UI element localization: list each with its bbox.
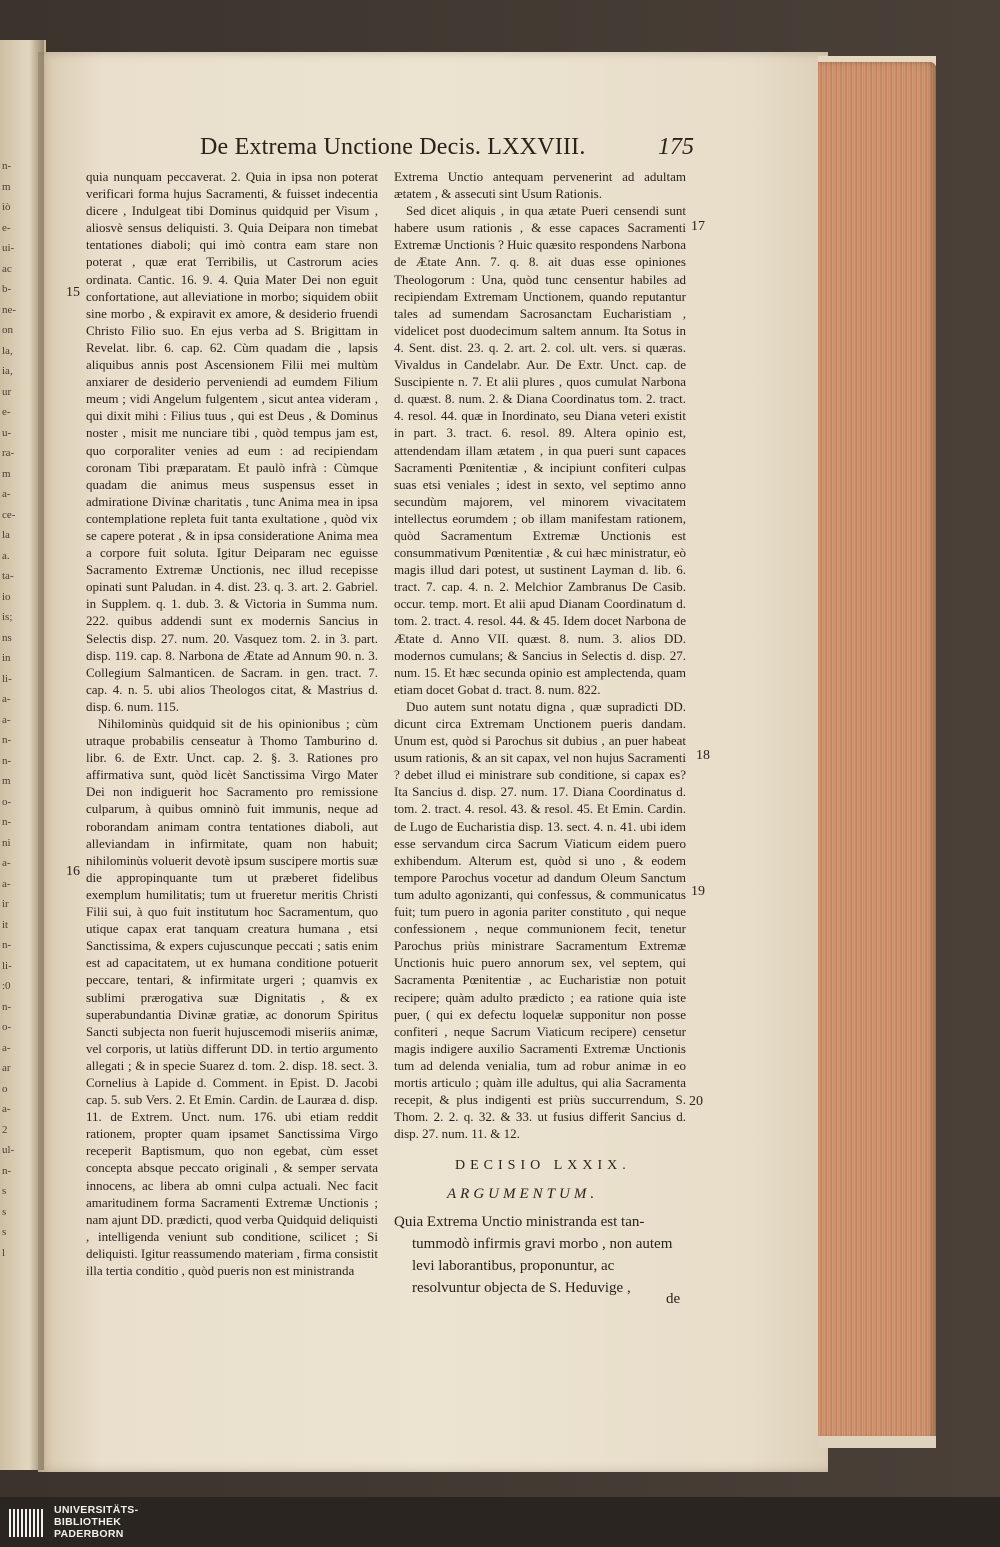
left-page-fragment: on — [2, 324, 13, 336]
paragraph: Duo autem sunt notatu digna , quæ supradicti DD. dicunt circa Extremam Unctionem pueris dandam. Unum est, quòd si Parochus sit dubius , an puer habeat usum rationis, & an sit capax, vel non hujus Sacramenti ? debet illud ei ministrare sub conditione, si capax es? Ita Sancius d. disp. 27. num. 17. Diana Coordinatus d. tom. 2. tract. 4. resol. 43. & resol. 45. Et Emin. Cardin. de Lugo de Eucharistia disp. 13. sect. 4. n. 41. ubi idem esse servandum circa Sacrum Viaticum eidem puero exhibendum. Alterum est, quòd si uno , & eodem tempore Parochus vocetur ad dandum Oleum Sanctum tum adulto agonizanti, qui confessus, & communicatus fuit; tum puero in agonia pariter constituto , qui neque confessionem , neque communionem fecit, tenetur Parochus priùs ministrare Sacramentum Extremæ Unctionis huic puero annorum sex, vel septem, qui Sacramenta Pœnitentiæ , ac Eucharistiæ non potuit recipere; quàm adulto prædicto ; ea ratione quia iste puer, ( qui ex defectu loquelæ supponitur non posse confiteri , neque Sacrum Viaticum recipere) censetur magis indigere auxilio Sacramenti Extremæ Unctionis tum ad delenda venialia, tum ad robur animæ in eo mortis articulo ; quàm ille adultus, qui alia Sacramenta recepit, & plus indigenti est priùs succurrendum, S. Thom. 2. 2. q. 32. & 33. ut fusius differit Sancius d. disp. 27. num. 11. & 12. — [394, 698, 686, 1142]
paragraph: Sed dicet aliquis , in qua ætate Pueri censendi sunt habere usum rationis , & esse capaces Sacramenti Extremæ Unctionis ? Huic quæsito respondens Narbona de Ætate Ann. 7. q. 8. ait duas esse opiniones Theologorum : Una, quòd tunc censentur habiles ad recipiendam Extremam Unctionem, quando reputantur tales ad sumendam Sacrosanctam Eucharistiam , videlicet post duodecimum saltem annum. Ita Sotus in 4. Sent. dist. 23. q. 2. art. 2. col. ult. vers. si quæras. Vivaldus in Candelabr. Aur. De Extr. Unct. cap. de Suscipiente n. 7. Et alii plures , quos cumulat Narbona d. quæst. 8. num. 2. & Diana Coordinatus tom. 2. tract. 4. resol. 44. quæ in Inordinato, seu Diana veteri existit in part. 3. tract. 6. resol. 89. Altera opinio est, attendendam illam ætatem , in qua pueri sunt capaces Sacramenti Pœnitentiæ , & incipiunt confiteri culpas suas etsi veniales ; idest in sexto, vel septimo anno secundùm majorem, vel minorem vivacitatem intellectus eorumdem ; ob illam manifestam rationem, quòd Sacramentum Extremæ Unctionis est consummativum Pœnitentiæ , & cui hæc ministratur, eò magis illud dari potest, ut sustinent Layman d. lib. 6. tract. 7. cap. 4. n. 2. Melchior Zambranus De Casib. occur. temp. mort. Et alii apud Dianam Coordinatum d. tom. 2. tract. 4. resol. 44. & 45. Idem docet Narbona de Ætate d. Anno VII. quæst. 8. num. 3. alios DD. modernos cumulans; & Sancius in Selectis d. disp. 27. num. 15. Et hæc secunda opinio est amplectenda, quam etiam docet Gobat d. tract. 8. num. 822. — [394, 203, 686, 697]
library-name-line2: BIBLIOTHEK — [54, 1516, 122, 1528]
right-text-column — [394, 168, 686, 1142]
left-page-fragment: ar — [2, 1062, 11, 1074]
catchword: de — [666, 1291, 681, 1307]
left-page-fragment: n- — [2, 734, 12, 746]
left-page-fragment: o- — [2, 795, 12, 808]
left-page-fragment: m — [2, 775, 11, 787]
margin-number-17: 17 — [691, 219, 705, 234]
left-page-fragment: a- — [2, 693, 11, 705]
book-gutter — [30, 40, 44, 1470]
running-title: De Extrema Unctione Decis. LXXVIII. — [200, 134, 586, 160]
left-page-fragment: la, — [2, 344, 13, 357]
left-page-fragment: n- — [2, 160, 12, 172]
left-page-fragment: a- — [2, 1103, 11, 1115]
summary-first-line: Quia Extrema Unctio ministranda est tan- — [394, 1214, 645, 1230]
left-page-fragment: s — [2, 1226, 7, 1238]
left-page-fragment: n- — [2, 939, 12, 951]
left-page-fragment: it — [2, 918, 9, 931]
left-page-fragment: o- — [2, 1021, 12, 1033]
library-footer — [0, 1497, 1000, 1547]
left-page-fragment: n- — [2, 1000, 12, 1013]
left-page-fragment: io — [2, 590, 11, 603]
left-page-fragment: m — [2, 467, 11, 480]
left-page-fragment: a- — [2, 877, 11, 890]
library-name — [54, 1504, 138, 1540]
left-page-fragment: ta- — [2, 570, 14, 582]
left-page-fragment: a- — [2, 488, 11, 500]
left-text-column — [86, 168, 378, 1279]
left-page-fragment: ìò — [2, 201, 11, 213]
left-page-fragment: n- — [2, 754, 12, 767]
decisio-heading: DECISIO LXXIX. — [455, 1158, 631, 1173]
left-page-fragment: a. — [2, 549, 10, 562]
left-page-fragment: ne- — [2, 303, 17, 316]
left-page-fragment: ac — [2, 262, 12, 275]
left-page-fragment: ni — [2, 836, 11, 849]
margin-number-16: 16 — [66, 864, 80, 879]
left-page-fragment: a- — [2, 857, 11, 869]
left-page-fragment: ui- — [2, 242, 15, 254]
page-number: 175 — [658, 134, 694, 160]
left-page-fragment: la — [2, 529, 10, 541]
margin-number-19: 19 — [691, 884, 705, 899]
running-header — [200, 134, 700, 164]
left-page-fragment: is; — [2, 611, 13, 623]
library-name-line3: PADERBORN — [54, 1528, 124, 1540]
library-logo-icon — [8, 1507, 48, 1539]
left-page-fragment: ns — [2, 631, 12, 644]
left-page-fragment: ce- — [2, 508, 16, 521]
left-page-fragment: n- — [2, 816, 12, 828]
left-page-fragment: o — [2, 1082, 8, 1095]
left-page-fragment: in — [2, 652, 11, 664]
left-page-fragment: li- — [2, 959, 12, 972]
argumentum-heading: ARGUMENTUM. — [447, 1186, 599, 1202]
left-page-fragment: ir — [2, 898, 9, 910]
left-page-fragment: s — [2, 1185, 7, 1197]
argumentum-summary — [394, 1211, 684, 1299]
left-page-fragment: a- — [2, 713, 11, 726]
paragraph: Nihilominùs quidquid sit de his opinionibus ; cùm utraque probabilis censeatur à Thomo Tamburino d. libr. 6. de Extr. Unct. cap. 2. §. 3. Rationes pro affirmativa sunt, quòd licèt Sanctissima Virgo Mater Dei non indiguerit hoc Sacramento pro remissione culparum, à quibus omninò fuit immunis, neque ad roborandam animam contra tentationes diaboli, aut alleviandam in infirmitate, quam non habuit; nihilominùs voluerit devotè ipsum suscipere mortis suæ die appropinquante tum ut præberet fidelibus exemplum humilitatis; tum ut frueretur meritis Christi Filii sui, à quo fuit institutum hoc Sacramentum, quo utique capax erat tanquam creatura humana , etsi Sanctissima, & expers cujuscunque peccati ; satis enim est ad capacitatem, ut ex humana conditione potuerit peccare, tentari, & infirmitate urgeri ; quamvis ex sublimi prærogativa suæ Dignitatis , & ex superabundantia Divinæ gratiæ, ac donorum Spiritus Sancti subjecta non fuerit hujuscemodi miseriis animæ, vel corporis, ut latiùs differunt DD. in tertio argumento allegati ; & in specie Suarez d. tom. 2. disp. 18. sect. 3. Cornelius à Lapide d. Comment. in Epist. D. Jacobi cap. 5. sub Vers. 2. Et Emin. Cardin. de Lauræa d. disp. 11. de Extrem. Unct. num. 176. ubi etiam reddit rationem, propter quam ipsamet Sanctissima Virgo receperit Baptismum, quo non egebat, cùm esset concepta absque peccato originali , & semper servata innocens, ac libera ab omni culpa actuali. Nec facit amaritudinem forma Sacramenti Extremæ Unctionis ; nam ajunt DD. prædicti, quod verba Quidquid deliquisti , intelligenda veniunt sub conditione, scilicet ; Si deliquisti. Igitur reassumendo materiam , firma consistit illa tertia conditio , quòd pueris non est ministranda — [86, 716, 378, 1278]
left-page-fragment: ia, — [2, 365, 13, 377]
paragraph: quia nunquam peccaverat. 2. Quia in ipsa non poterat verificari forma hujus Sacramenti, & fuisset indecentia dicere , Indulgeat tibi Dominus quidquid per Visum , aliosvè sensus deliquisti. 3. Quia Deipara non timebat tentationes diaboli; qui imò contra eam stare non poterat , quæ erat Terribilis, ut Castrorum acies ordinata. Cantic. 16. 9. 4. Quia Mater Dei non eguit confortatione, aut alleviatione in morbo; siquidem obiit sine morbo , & expiravit ex amore, & desiderio fruendi Christo Filio suo. En ejus verba ad S. Brigittam in Revelat. libr. 6. cap. 62. Cùm quadam die , lapsis aliquibus annis post Ascensionem Filii mei multùm anxiarer de desiderio perveniendi ad eumdem Filium meum ; vidi Angelum fulgentem , sicut antea videram , qui dixit mihi : Filius tuus , qui est Deus , & Dominus noster , misit me nunciare tibi , quòd tempus jam est, quo corporaliter venies ad eum : ad recipiendam coronam Tibi præparatam. Et paulò infrà : Cùmque quadam die animus meus suspensus esset in admiratione Divinæ charitatis , tunc Anima mea in ipsa contemplatione repleta fuit tanta exultatione , quòd vix se capere poterat , & in ipsa consideratione Anima mea a corpore fuit soluta. Igitur Deiparam nec eguisse Sacramento Extremæ Unctionis, nec illud recepisse opinati sunt Paludan. in 4. dist. 23. q. 3. art. 2. Gabriel. in Supplem. q. 1. dub. 3. & Victoria in Summa num. 222. quibus addendi sunt ex modernis Sancius in Selectis disp. 27. num. 20. Vasquez tom. 2. in 3. part. disp. 119. cap. 8. Narbona de Ætate ad Annum 90. n. 3. Collegium Salmanticen. de Sacram. in gen. tract. 7. cap. 4. n. 5. ubi alios Theologos citat, & Mastrius d. disp. 6. num. 115. — [86, 169, 378, 714]
left-page-fragment: e- — [2, 406, 11, 418]
left-page-fragment: a- — [2, 1041, 11, 1054]
margin-number-20: 20 — [689, 1094, 703, 1109]
left-page-fragment: li- — [2, 672, 12, 685]
left-page-fragment: e- — [2, 221, 11, 234]
left-page-fragment: :0 — [2, 980, 11, 992]
left-page-fragment: u- — [2, 426, 12, 439]
left-page-fragment: s — [2, 1205, 7, 1218]
left-page-fragment: b- — [2, 283, 12, 295]
left-page-fragment: l — [2, 1246, 6, 1259]
summary-continuation: tummodò infirmis gravi morbo , non autem levi laborantibus, proponuntur, ac resolvuntur objecta de S. Heduvige , — [412, 1236, 673, 1296]
left-page-fragment: n- — [2, 1164, 12, 1177]
left-page-fragment: ra- — [2, 447, 15, 459]
paragraph: Extrema Unctio antequam pervenerint ad adultam ætatem , & assecuti sint Usum Rationis. — [394, 169, 686, 202]
left-page-fragment: m — [2, 180, 11, 193]
page-stack-edge — [818, 62, 936, 1440]
left-page-fragment: ul- — [2, 1144, 15, 1156]
margin-number-15: 15 — [66, 285, 80, 300]
library-name-line1: UNIVERSITÄTS- — [54, 1504, 139, 1516]
left-page-fragment: ur — [2, 385, 12, 398]
page-stack-bottom — [818, 1436, 936, 1448]
margin-number-18: 18 — [696, 748, 710, 763]
left-page-fragment: 2 — [2, 1123, 8, 1136]
